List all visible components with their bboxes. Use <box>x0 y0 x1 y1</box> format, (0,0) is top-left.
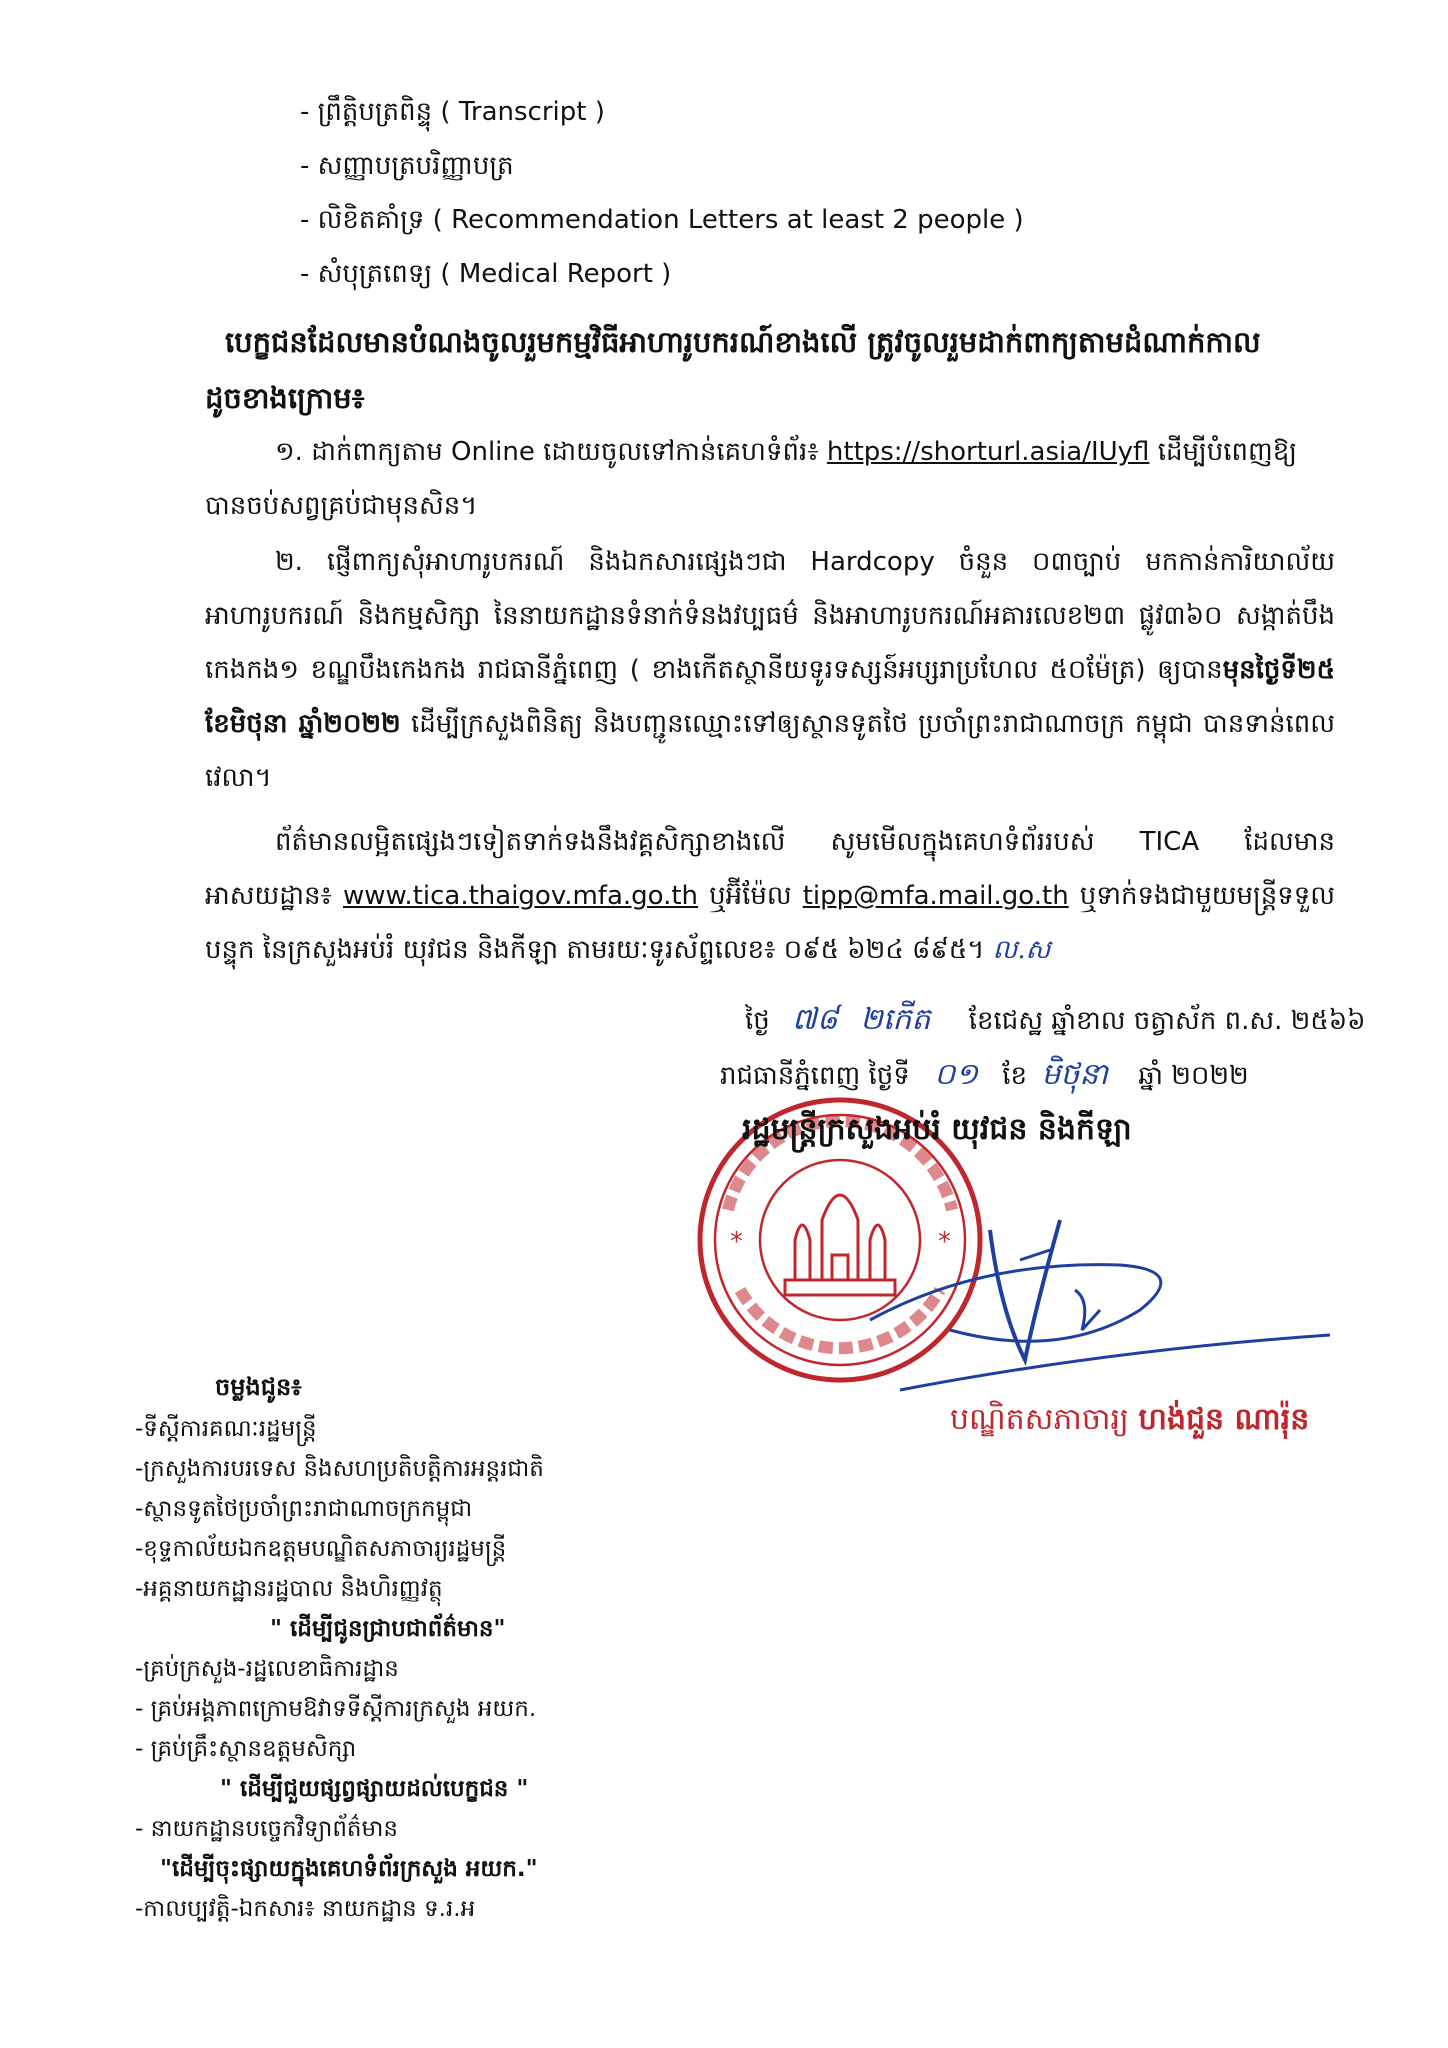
list-item: - គ្រប់គ្រឹះស្ថានឧត្តមសិក្សា <box>135 1736 357 1762</box>
list-item: - នាយកដ្ឋានបច្ចេកវិទ្យាព័ត៌មាន <box>135 1816 399 1842</box>
tica-website-link[interactable]: www.tica.thaigov.mfa.go.th <box>343 881 699 911</box>
svg-text:*: * <box>730 1227 743 1257</box>
list-item: -ទីស្ដីការគណៈរដ្ឋមន្ត្រី <box>135 1416 317 1442</box>
list-item: - សញ្ញាបត្របរិញ្ញាបត្រ <box>300 151 514 181</box>
info-text-c: ឬទាក់ទងជាមួយមន្ត្រីទទួលបន្ទុក នៃក្រសួងអប់រំ យុវជន និងកីឡា តាមរយៈទូរស័ព្ទលេខ៖ ០៩៥ ៦២៤ ៨៩៥។ <box>205 881 1336 965</box>
info-text-b: ឬអ៊ីម៉ែល <box>709 881 792 911</box>
step-1-text-b: ដើម្បីបំពេញឱ្យ <box>1157 437 1297 467</box>
intro-text-cont: ដូចខាងក្រោម៖ <box>205 381 365 415</box>
deadline-text: មុនថ្ងៃទី២៥ ខែមិថុនា ឆ្នាំ២០២២ <box>205 655 1335 739</box>
list-item: -អគ្គនាយកដ្ឋានរដ្ឋបាល និងហិរញ្ញវត្ថុ <box>135 1576 443 1602</box>
step-1-paragraph <box>205 425 1335 533</box>
list-item: -ខុទ្ទកាល័យឯកឧត្តមបណ្ឌិតសភាចារ្យរដ្ឋមន្ត្រី <box>135 1536 507 1562</box>
list-item: - ព្រឹត្តិបត្រពិន្ទុ ( Transcript ) <box>300 97 605 127</box>
copy-to-title: ចម្លងជូន៖ <box>215 1373 302 1401</box>
intro-text: បេក្ខជនដែលមានបំណងចូលរួមកម្មវិធីអាហារូបករណ៍ខាងលើ ត្រូវចូលរួមដាក់ពាក្យតាមដំណាក់កាល <box>225 325 1261 359</box>
handwritten-mid: ២កើត <box>860 1002 931 1037</box>
signer-block <box>950 1400 1309 1444</box>
handwritten-initials: ល.ស <box>992 935 1051 965</box>
handwritten-day: ៧៨ <box>792 1002 838 1037</box>
copy-to-list <box>135 1365 735 1929</box>
handwritten-signature-icon <box>860 1190 1380 1430</box>
signer-title: បណ្ឌិតសភាចារ្យ <box>950 1402 1129 1437</box>
required-documents-list <box>300 92 1200 308</box>
note-inform: " ដើម្បីជូនជ្រាបជាព័ត៌មាន" <box>270 1616 506 1642</box>
intro-paragraph <box>205 315 1335 427</box>
date-suffix: ឆ្នាំ ២០២២ <box>1138 1061 1249 1091</box>
list-item: -គ្រប់ក្រសួង-រដ្ឋលេខាធិការដ្ឋាន <box>135 1656 399 1682</box>
list-item: - គ្រប់អង្គភាពក្រោមឱវាទទីស្ដីការក្រសួង អយក. <box>135 1696 537 1722</box>
list-item: - សំបុត្រពេទ្យ ( Medical Report ) <box>300 259 672 289</box>
handwritten-month: មិថុនា <box>1041 1057 1108 1092</box>
tica-email-link[interactable]: tipp@mfa.mail.go.th <box>802 881 1069 911</box>
date-mid: ខែ <box>1002 1061 1028 1091</box>
step-1-text: ដាក់ពាក្យតាម Online ដោយចូលទៅកាន់គេហទំព័រ៖ <box>311 437 819 467</box>
note-publish: "ដើម្បីចុះផ្សាយក្នុងគេហទំព័រក្រសួង អយក." <box>160 1856 538 1882</box>
list-item: -កាលប្បវត្តិ-ឯកសារ៖ នាយកដ្ឋាន ទ.រ.អ <box>135 1896 476 1922</box>
date-prefix: រាជធានីភ្នំពេញ ថ្ងៃទី <box>720 1061 910 1091</box>
list-item: -ក្រសួងការបរទេស និងសហប្រតិបត្តិការអន្តរជាតិ <box>135 1456 544 1482</box>
step-2-paragraph <box>205 535 1335 805</box>
application-link[interactable]: https://shorturl.asia/IUyfl <box>826 437 1150 467</box>
note-disseminate: " ដើម្បីជួយផ្សព្វផ្សាយដល់បេក្ខជន " <box>220 1776 529 1802</box>
list-item: -ស្ថានទូតថៃប្រចាំព្រះរាជាណាចក្រកម្ពុជា <box>135 1496 473 1522</box>
step-1-text-c: បានចប់សព្វគ្រប់ជាមុនសិន។ <box>205 491 478 521</box>
signer-name: ហង់ជួន ណារ៉ុន <box>1138 1402 1310 1437</box>
date-suffix: ខែជេស្ឋ ឆ្នាំខាល ចត្វាស័ក ព.ស. ២៥៦៦ <box>968 1006 1366 1036</box>
list-item: - លិខិតគាំទ្រ ( Recommendation Letters at least 2 people ) <box>300 205 1024 235</box>
step-number: ២. <box>275 547 303 577</box>
minister-title: រដ្ឋមន្ត្រីក្រសួងអប់រំ យុវជន និងកីឡា <box>742 1112 1132 1147</box>
step-2-text: ផ្ញើពាក្យសុំអាហារូបករណ៍ និងឯកសារផ្សេងៗជា Hardcopy ចំនួន ០៣ច្បាប់ មកកាន់ការិយាល័យ អាហារូបករណ៍ និងកម្មសិក្សា នៃនាយកដ្ឋានទំនាក់ទំនងវប្បធម៌ និងអាហារូបករណ៍អគារលេខ២៣ ផ្លូវ៣៦០ សង្កាត់បឹងកេងកង១ ខណ្ឌបឹងកេងកង រាជធានីភ្នំពេញ ( ខាងកើតស្ថានីយទូរទស្សន៍អប្សរាប្រហែល ៥០ម៉ែត្រ) ឲ្យបាន <box>205 547 1335 685</box>
svg-text:*: * <box>938 1227 951 1257</box>
info-paragraph <box>205 815 1335 977</box>
date-prefix: ថ្ងៃ <box>745 1006 770 1036</box>
step-number: ១. <box>275 437 303 467</box>
step-2-text-b: ដើម្បីក្រសួងពិនិត្យ និងបញ្ជូនឈ្មោះទៅឲ្យស្ថានទូតថៃ ប្រចាំព្រះរាជាណាចក្រ កម្ពុជា បានទាន់ពេលវេលា។ <box>205 709 1335 793</box>
info-text: ព័ត៌មានលម្អិតផ្សេងៗទៀតទាក់ទងនឹងវគ្គសិក្សាខាងលើ សូមមើលក្នុងគេហទំព័ររបស់ TICA ដែលមាន អាសយដ្ឋាន៖ <box>205 827 1335 911</box>
handwritten-day: ០១ <box>934 1057 979 1092</box>
lunar-date-line <box>745 1000 1366 1044</box>
